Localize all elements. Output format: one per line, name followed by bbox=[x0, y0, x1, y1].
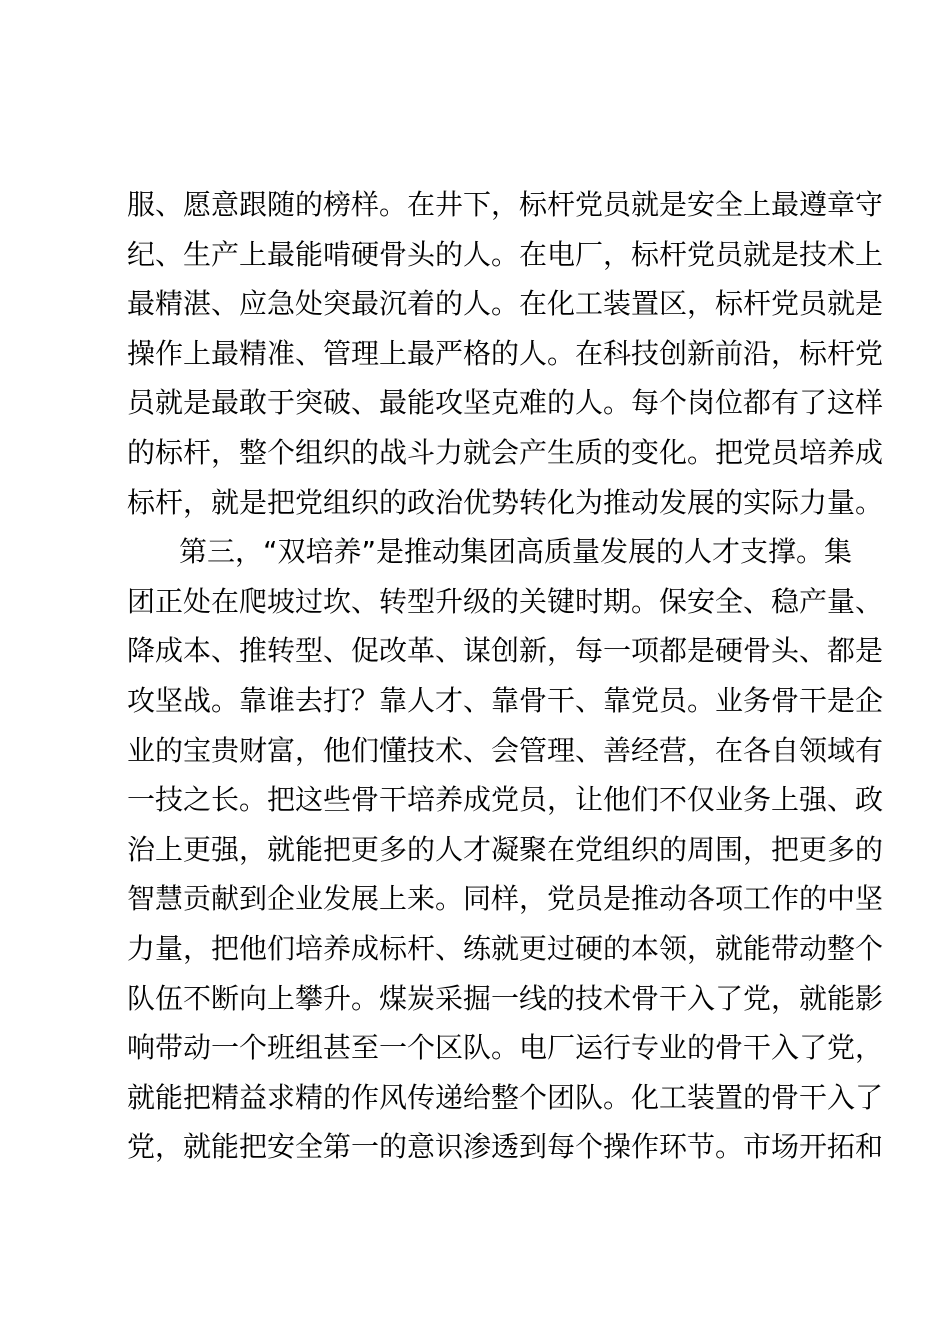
text-line: 降成本、推转型、促改革、谋创新，每一项都是硬骨头、都是 bbox=[127, 634, 884, 668]
text-line: 员就是最敢于突破、最能攻坚克难的人。每个岗位都有了这样 bbox=[127, 386, 884, 420]
text-line: 标杆，就是把党组织的政治优势转化为推动发展的实际力量。 bbox=[127, 485, 884, 519]
body-text bbox=[127, 180, 884, 1172]
text-line: 服、愿意跟随的榜样。在井下，标杆党员就是安全上最遵章守 bbox=[127, 188, 884, 221]
text-line: 力量，把他们培养成标杆、练就更过硬的本领，就能带动整个 bbox=[127, 931, 884, 965]
text-line: 一技之长。把这些骨干培养成党员，让他们不仅业务上强、政 bbox=[127, 783, 884, 817]
paragraph-start-line: 第三，“双培养”是推动集团高质量发展的人才支撑。集 bbox=[179, 535, 853, 569]
text-line: 团正处在爬坡过坎、转型升级的关键时期。保安全、稳产量、 bbox=[127, 584, 884, 618]
text-line: 操作上最精准、管理上最严格的人。在科技创新前沿，标杆党 bbox=[127, 336, 884, 370]
text-line: 队伍不断向上攀升。煤炭采掘一线的技术骨干入了党，就能影 bbox=[127, 981, 884, 1015]
text-line: 党，就能把安全第一的意识渗透到每个操作环节。市场开拓和 bbox=[127, 1130, 884, 1164]
text-line: 业的宝贵财富，他们懂技术、会管理、善经营，在各自领域有 bbox=[127, 733, 884, 767]
text-line: 最精湛、应急处突最沉着的人。在化工装置区，标杆党员就是 bbox=[127, 287, 884, 321]
text-line: 纪、生产上最能啃硬骨头的人。在电厂，标杆党员就是技术上 bbox=[127, 237, 884, 271]
text-line: 治上更强，就能把更多的人才凝聚在党组织的周围，把更多的 bbox=[127, 832, 884, 866]
text-line: 智慧贡献到企业发展上来。同样，党员是推动各项工作的中坚 bbox=[127, 882, 884, 916]
text-line: 的标杆，整个组织的战斗力就会产生质的变化。把党员培养成 bbox=[127, 435, 884, 469]
text-line: 攻坚战。靠谁去打？靠人才、靠骨干、靠党员。业务骨干是企 bbox=[127, 683, 884, 717]
text-line: 响带动一个班组甚至一个区队。电厂运行专业的骨干入了党， bbox=[127, 1031, 884, 1065]
text-line: 就能把精益求精的作风传递给整个团队。化工装置的骨干入了 bbox=[127, 1080, 884, 1114]
